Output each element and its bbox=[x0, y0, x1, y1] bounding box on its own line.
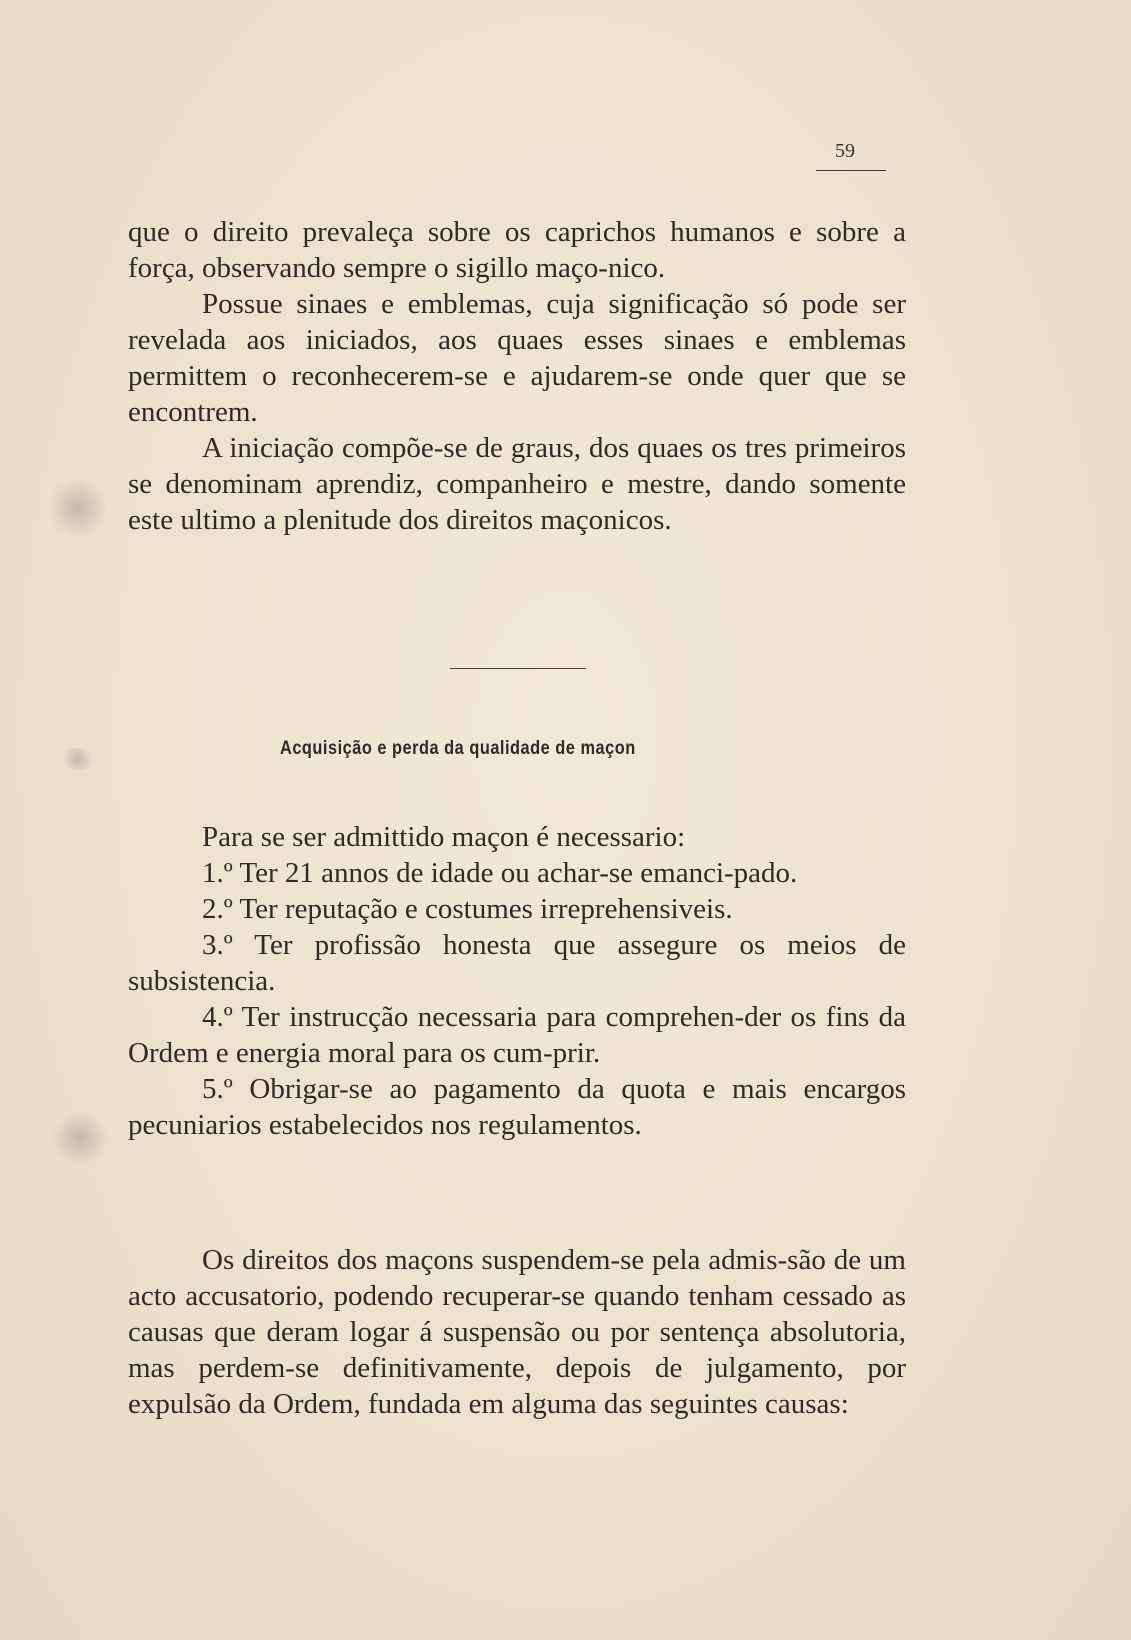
paragraph: que o direito prevaleça sobre os caprichos humanos e sobre a força, observando sempre o sigillo maço-nico. bbox=[128, 216, 906, 284]
list-item: 4.º Ter instrucção necessaria para comprehen-der os fins da Ordem e energia moral para os cum-prir. bbox=[128, 1001, 906, 1069]
list-intro: Para se ser admittido maçon é necessario: bbox=[202, 821, 686, 853]
list-item: 1.º Ter 21 annos de idade ou achar-se emanci-pado. bbox=[202, 857, 798, 889]
list-item: 3.º Ter profissão honesta que assegure os meios de subsistencia. bbox=[128, 929, 906, 997]
section-heading: Acquisição e perda da qualidade de maçon bbox=[280, 738, 636, 759]
closing-text bbox=[128, 1242, 906, 1422]
page-stain bbox=[48, 478, 108, 538]
list-item: 2.º Ter reputação e costumes irreprehensiveis. bbox=[202, 893, 733, 925]
paragraph: Os direitos dos maçons suspendem-se pela admis-são de um acto accusatorio, podendo recuperar-se quando tenham cessado as causas que deram logar á suspensão ou por sentença absolutoria, mas perdem-se definitivamente, depois de julgamento, por expulsão da Ordem, fundada em alguma das seguintes causas: bbox=[128, 1244, 906, 1420]
requirements-list bbox=[128, 819, 906, 1143]
list-item: 5.º Obrigar-se ao pagamento da quota e mais encargos pecuniarios estabelecidos nos regulamentos. bbox=[128, 1073, 906, 1141]
page-stain bbox=[52, 1110, 108, 1166]
section-divider bbox=[450, 668, 586, 669]
page-number-rule bbox=[816, 170, 886, 171]
paragraph: A iniciação compõe-se de graus, dos quaes os tres primeiros se denominam aprendiz, companheiro e mestre, dando somente este ultimo a plenitude dos direitos maçonicos. bbox=[128, 432, 906, 536]
paragraph: Possue sinaes e emblemas, cuja significação só pode ser revelada aos iniciados, aos quaes esses sinaes e emblemas permittem o reconhecerem-se e ajudarem-se onde quer que se encontrem. bbox=[128, 288, 906, 428]
page-stain bbox=[58, 748, 98, 770]
page-number: 59 bbox=[835, 140, 855, 162]
top-text bbox=[128, 214, 906, 538]
